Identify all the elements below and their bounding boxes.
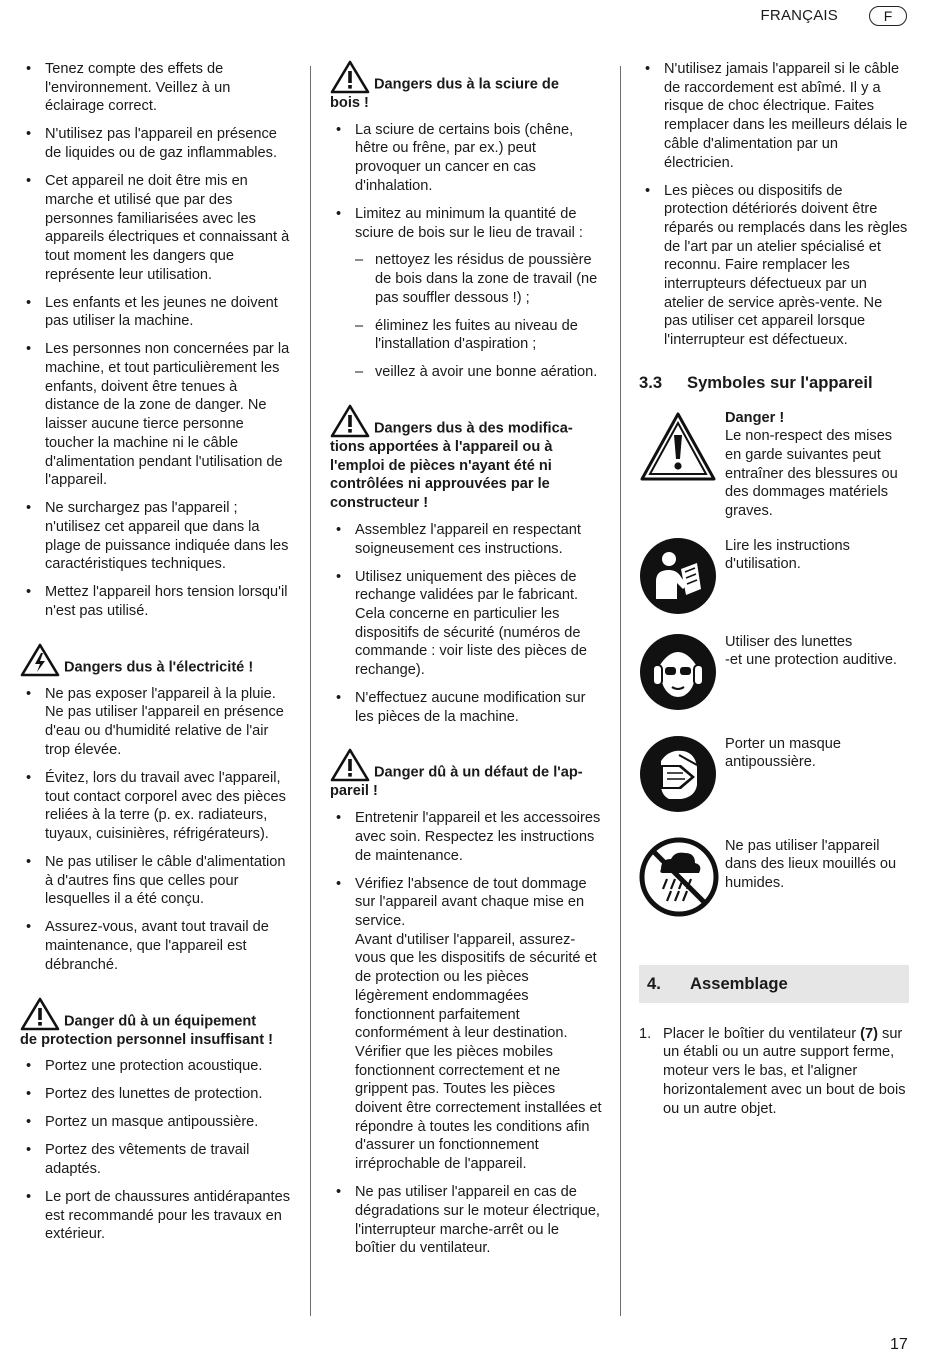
sawdust-sublist	[355, 251, 602, 382]
electric-danger-list	[20, 685, 292, 975]
warning-triangle-icon	[20, 997, 60, 1031]
list-item: • N'utilisez pas l'appareil en présence de liquides ou de gaz inflammables.	[20, 125, 292, 162]
column-2	[330, 60, 602, 1267]
goggles-text-line-2: -et une protection auditive.	[725, 652, 897, 669]
goggles-earmuffs-icon	[639, 633, 717, 711]
warning-triangle-icon	[330, 60, 370, 94]
assembly-heading	[639, 965, 909, 1003]
list-item: • Entretenir l'appareil et les accessoires avec soin. Respectez les instructions de maintenance.	[330, 809, 602, 865]
symbol-danger	[639, 409, 909, 521]
page-number: 17	[890, 1336, 908, 1353]
section-title: Symboles sur l'appareil	[687, 372, 873, 392]
list-item: • N'effectuez aucune modification sur les pièces de la machine.	[330, 689, 602, 726]
list-item: • Cet appareil ne doit être mis en marche et utilisé que par des personnes familiarisées avec les appareils électriques et connaissant à tout moment les dangers que représente leur utilisation.	[20, 172, 292, 284]
list-item: • Le port de chaussures antidérapantes est recommandé pour les travaux en extérieur.	[20, 1188, 292, 1244]
heading-text-line-2: bois !	[330, 95, 369, 111]
list-item-text: Vérifiez l'absence de tout dommage sur l'appareil avant chaque mise en service.	[355, 875, 587, 929]
section-number: 3.3	[639, 372, 663, 392]
list-item: • Portez un masque antipoussière.	[20, 1113, 292, 1132]
symbol-no-wet-use	[639, 837, 909, 923]
danger-text: Le non-respect des mises en garde suivantes peut entraîner des blessures ou des dommages matériels graves.	[725, 428, 898, 520]
list-item: • La sciure de certains bois (chêne, hêtre ou frêne, par ex.) peut provoquer un cancer en cas d'inhalation.	[330, 121, 602, 196]
list-item: • Les enfants et les jeunes ne doivent pas utiliser la machine.	[20, 294, 292, 331]
heading-text: Danger dû à un équipement	[64, 1012, 257, 1029]
list-item: • Portez une protection acoustique.	[20, 1057, 292, 1076]
section-heading	[639, 374, 909, 393]
warning-triangle-icon	[330, 748, 370, 782]
dust-mask-icon	[639, 735, 717, 813]
list-item: • Ne pas utiliser l'appareil en cas de dégradations sur le moteur électrique, l'interrupteur marche-arrêt ou le boîtier du ventilateur.	[330, 1183, 602, 1258]
general-safety-list	[20, 60, 292, 621]
assembly-step	[639, 1025, 909, 1119]
modification-danger-heading	[330, 404, 602, 513]
assembly-steps	[639, 1025, 909, 1119]
heading-text-line-2: de protection personnel insuffisant !	[20, 1031, 273, 1048]
step-text: Placer le boîtier du ventilateur	[663, 1025, 861, 1042]
list-item: • Ne surchargez pas l'appareil ; n'utilisez cet appareil que dans la plage de puissance indiquée dans les caractéristiques techniques.	[20, 499, 292, 574]
step-number: 1.	[639, 1025, 652, 1042]
warning-triangle-icon	[330, 404, 370, 438]
sublist-item: – nettoyez les résidus de poussière de bois dans la zone de travail (ne pas souffler dessous !) ;	[355, 251, 602, 307]
list-item: • Assemblez l'appareil en respectant soigneusement ces instructions.	[330, 521, 602, 558]
list-item: • Portez des vêtements de travail adaptés.	[20, 1141, 292, 1178]
symbol-goggles-earmuffs	[639, 633, 909, 719]
electric-danger-heading	[20, 643, 292, 677]
high-voltage-icon	[20, 643, 60, 677]
list-item	[330, 875, 602, 1174]
defect-list	[330, 809, 602, 1258]
sawdust-danger-heading	[330, 60, 602, 113]
list-item-extra-text: Avant d'utiliser l'appareil, assurez-vous que les dispositifs de sécurité et de protection ou les pièces légèrement endommagées fonctionnent parfaitement conformément à leur destination. Vérifier que les pièces mobiles fonctionnent correctement et ne grippent pas. Toutes les pièces doivent être correctement installées et répondre à toutes les conditions afin d'assurer un fonctionnement irréprochable de l'appareil.	[355, 931, 602, 1173]
assembly-number: 4.	[647, 973, 661, 993]
sawdust-list	[330, 121, 602, 382]
mask-text: Porter un masque antipoussière.	[725, 735, 842, 771]
step-text-cont: sur un établi ou un autre support ferme, moteur vers le bas, et l'aligner horizontalement avec un bout de bois ou un autre objet.	[663, 1025, 906, 1117]
list-item: • N'utilisez jamais l'appareil si le câble de raccordement est abîmé. Il y a risque de choc électrique. Faites remplacer dans les meilleurs délais le câble d'alimentation par un électricien.	[639, 60, 909, 172]
goggles-text-line-1: Utiliser des lunettes	[725, 633, 853, 650]
language-badge: F	[869, 6, 907, 26]
list-item: • Portez des lunettes de protection.	[20, 1085, 292, 1104]
manual-text: Lire les instructions d'utilisation.	[725, 537, 850, 573]
device-safety-list	[639, 60, 909, 350]
modification-list	[330, 521, 602, 727]
danger-title: Danger !	[725, 409, 785, 426]
heading-text: Dangers dus à des modifica-	[374, 420, 573, 437]
header-language: FRANÇAIS	[760, 7, 838, 24]
sublist-item: – veillez à avoir une bonne aération.	[355, 363, 602, 382]
heading-text: Danger dû à un défaut de l'ap-	[374, 764, 583, 781]
sublist-item: – éliminez les fuites au niveau de l'installation d'aspiration ;	[355, 317, 602, 354]
part-reference: (7)	[860, 1025, 878, 1042]
heading-text-line-2: pareil !	[330, 783, 378, 800]
column-3	[639, 60, 909, 1118]
ppe-danger-heading	[20, 997, 292, 1050]
ppe-list	[20, 1057, 292, 1244]
list-item: • Utilisez uniquement des pièces de rechange validées par le fabricant. Cela concerne en particulier les dispositifs de sécurité (numéros de commande : voir liste des pièces de rechange).	[330, 568, 602, 680]
list-item-text: Limitez au minimum la quantité de sciure de bois sur le lieu de travail :	[355, 205, 583, 241]
read-manual-icon	[639, 537, 717, 615]
list-item: • Ne pas utiliser le câble d'alimentation à d'autres fins que celles pour lesquelles il a été conçu.	[20, 853, 292, 909]
list-item: • Ne pas exposer l'appareil à la pluie. Ne pas utiliser l'appareil en présence d'eau ou d'humidité relative de l'air trop élevée.	[20, 685, 292, 760]
heading-text: Dangers dus à la sciure de	[374, 76, 559, 93]
warning-triangle-icon	[639, 411, 717, 483]
list-item	[330, 205, 602, 382]
column-divider	[620, 66, 621, 1316]
symbol-dust-mask	[639, 735, 909, 821]
heading-text: Dangers dus à l'électricité !	[64, 659, 254, 676]
list-item: • Assurez-vous, avant tout travail de maintenance, que l'appareil est débranché.	[20, 918, 292, 974]
symbol-read-manual	[639, 537, 909, 617]
list-item: • Les personnes non concernées par la machine, et tout particulièrement les enfants, doivent être tenues à distance de la zone de danger. Ne laisser aucune tierce personne toucher la machine ni le câble d'alimentation pendant l'utilisation de l'appareil.	[20, 340, 292, 490]
defect-danger-heading	[330, 748, 602, 801]
wet-text: Ne pas utiliser l'appareil dans des lieux mouillés ou humides.	[725, 837, 897, 892]
list-item: • Tenez compte des effets de l'environnement. Veillez à un éclairage correct.	[20, 60, 292, 116]
heading-text-line-2: tions apportées à l'appareil ou à l'emploi de pièces n'ayant été ni contrôlées ni approuvées par le constructeur !	[330, 439, 553, 512]
column-1	[20, 60, 292, 1253]
list-item: • Mettez l'appareil hors tension lorsqu'il n'est pas utilisé.	[20, 583, 292, 620]
assembly-title: Assemblage	[690, 973, 788, 993]
list-item: • Les pièces ou dispositifs de protection détériorés doivent être réparés ou remplacés dans les règles de l'art par un atelier spécialisé et reconnu. Faire remplacer les interrupteurs défectueux par un atelier de service après-vente. Ne pas utiliser cet appareil lorsque l'interrupteur est défectueux.	[639, 182, 909, 350]
no-wet-use-icon	[639, 837, 719, 917]
list-item: • Évitez, lors du travail avec l'appareil, tout contact corporel avec des pièces reliées à la terre (p. ex. radiateurs, tuyaux, cuisinières, réfrigérateurs).	[20, 769, 292, 844]
column-divider	[310, 66, 311, 1316]
